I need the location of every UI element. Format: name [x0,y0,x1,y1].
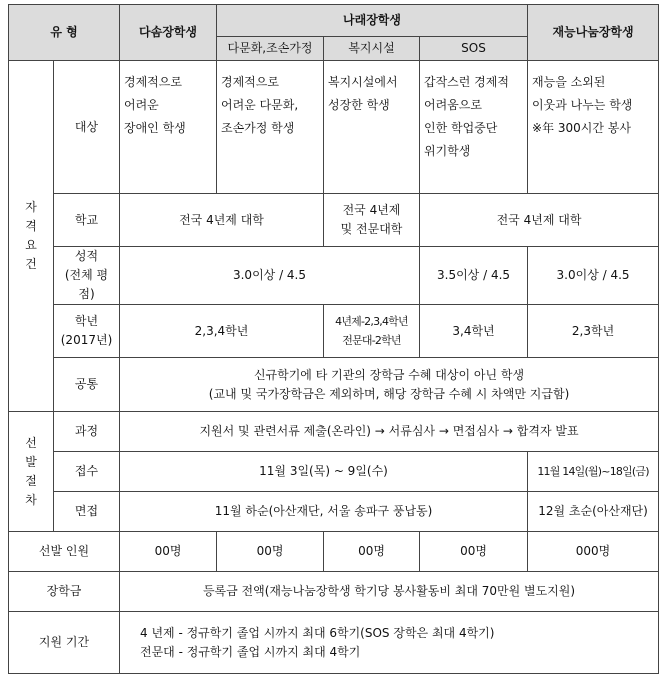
year-label-line: (2017년) [60,333,113,347]
header-dasom: 다솜장학생 [120,5,217,61]
year-a: 2,3,4학년 [120,305,324,358]
target-line: 재능을 소외된 [532,75,606,89]
section-qualification-char: 자 [25,200,37,214]
target-line: 이웃과 나누는 학생 [532,98,633,112]
target-line: 위기학생 [424,144,471,158]
school-line: 전국 4년제 [342,203,401,217]
interview-label: 면접 [54,492,120,532]
process-label: 과정 [54,412,120,452]
year-welfare [324,305,420,358]
school-line: 및 전문대학 [340,222,403,236]
count-sos: 00명 [420,532,528,572]
year-label-line: 학년 [74,314,99,328]
header-welfare: 복지시설 [324,37,420,61]
common-text [120,358,659,412]
common-line: (교내 및 국가장학금은 제외하며, 해당 장학금 수혜 시 차액만 지급함) [208,386,570,401]
process-text: 지원서 및 관련서류 제출(온라인) → 서류심사 → 면접심사 → 합격자 발표 [120,412,659,452]
target-line: 어려움으로 [424,98,482,112]
target-sos [420,61,528,194]
grade-label-line: 성적 [74,249,99,263]
grade-talent: 3.0이상 / 4.5 [528,247,659,305]
period-text [120,612,659,674]
target-line: 복지시설에서 [328,75,398,89]
header-talent: 재능나눔장학생 [528,5,659,61]
grade-label [54,247,120,305]
section-selection-char: 선 [25,435,37,450]
header-type: 유 형 [9,5,120,61]
scholarship-text: 등록금 전액(재능나눔장학생 학기당 봉사활동비 최대 70만원 별도지원) [120,572,659,612]
target-talent [528,61,659,194]
section-qualification [9,61,54,412]
target-line: 갑작스런 경제적 [424,75,509,89]
period-label: 지원 기간 [9,612,120,674]
year-line: 4년제-2,3,4학년 [335,315,408,328]
target-dasom [120,61,217,194]
count-dasom: 00명 [120,532,217,572]
school-b: 전국 4년제 대학 [420,194,659,247]
year-label [54,305,120,358]
interview-talent: 12월 초순(아산재단) [528,492,659,532]
interview-a: 11월 하순(아산재단, 서울 송파구 풍납동) [120,492,528,532]
reception-talent: 11월 14일(월)~18일(금) [528,452,659,492]
count-welfare: 00명 [324,532,420,572]
target-line: 경제적으로 [221,75,279,89]
grade-label-line: (전체 평점) [64,268,109,301]
scholarship-table [8,4,659,674]
section-qualification-char: 요 [25,238,37,252]
section-selection [9,412,54,532]
target-line: 성장한 학생 [328,98,390,112]
year-line: 전문대-2학년 [342,334,401,347]
target-line: 경제적으로 [124,75,182,89]
section-qualification-char: 건 [25,257,37,271]
period-line: 4 년제 - 정규학기 졸업 시까지 최대 6학기(SOS 장학은 최대 4학기) [140,625,495,640]
grade-a: 3.0이상 / 4.5 [120,247,420,305]
scholarship-label: 장학금 [9,572,120,612]
header-narae: 나래장학생 [217,5,528,37]
school-welfare [324,194,420,247]
school-a: 전국 4년제 대학 [120,194,324,247]
target-line: 장애인 학생 [124,121,186,135]
count-multicultural: 00명 [217,532,324,572]
header-multicultural: 다문화,조손가정 [217,37,324,61]
count-label: 선발 인원 [9,532,120,572]
year-sos: 3,4학년 [420,305,528,358]
reception-a: 11월 3일(목) ~ 9일(수) [120,452,528,492]
reception-label: 접수 [54,452,120,492]
target-line: 조손가정 학생 [221,121,295,135]
target-line: 어려운 다문화, [221,98,299,112]
count-talent: 000명 [528,532,659,572]
common-line: 신규학기에 타 기관의 장학금 수혜 대상이 아닌 학생 [253,367,525,382]
section-selection-char: 차 [25,492,37,507]
common-label: 공통 [54,358,120,412]
target-line: 어려운 [124,98,159,112]
target-welfare [324,61,420,194]
target-label: 대상 [54,61,120,194]
section-qualification-char: 격 [25,219,37,233]
section-selection-char: 절 [25,473,37,488]
target-line: ※年 300시간 봉사 [532,121,631,135]
grade-sos: 3.5이상 / 4.5 [420,247,528,305]
header-sos: SOS [420,37,528,61]
period-line: 전문대 - 정규학기 졸업 시까지 최대 4학기 [140,644,361,659]
year-talent: 2,3학년 [528,305,659,358]
school-label: 학교 [54,194,120,247]
section-selection-char: 발 [25,454,37,469]
target-line: 인한 학업중단 [424,121,498,135]
target-multicultural [217,61,324,194]
